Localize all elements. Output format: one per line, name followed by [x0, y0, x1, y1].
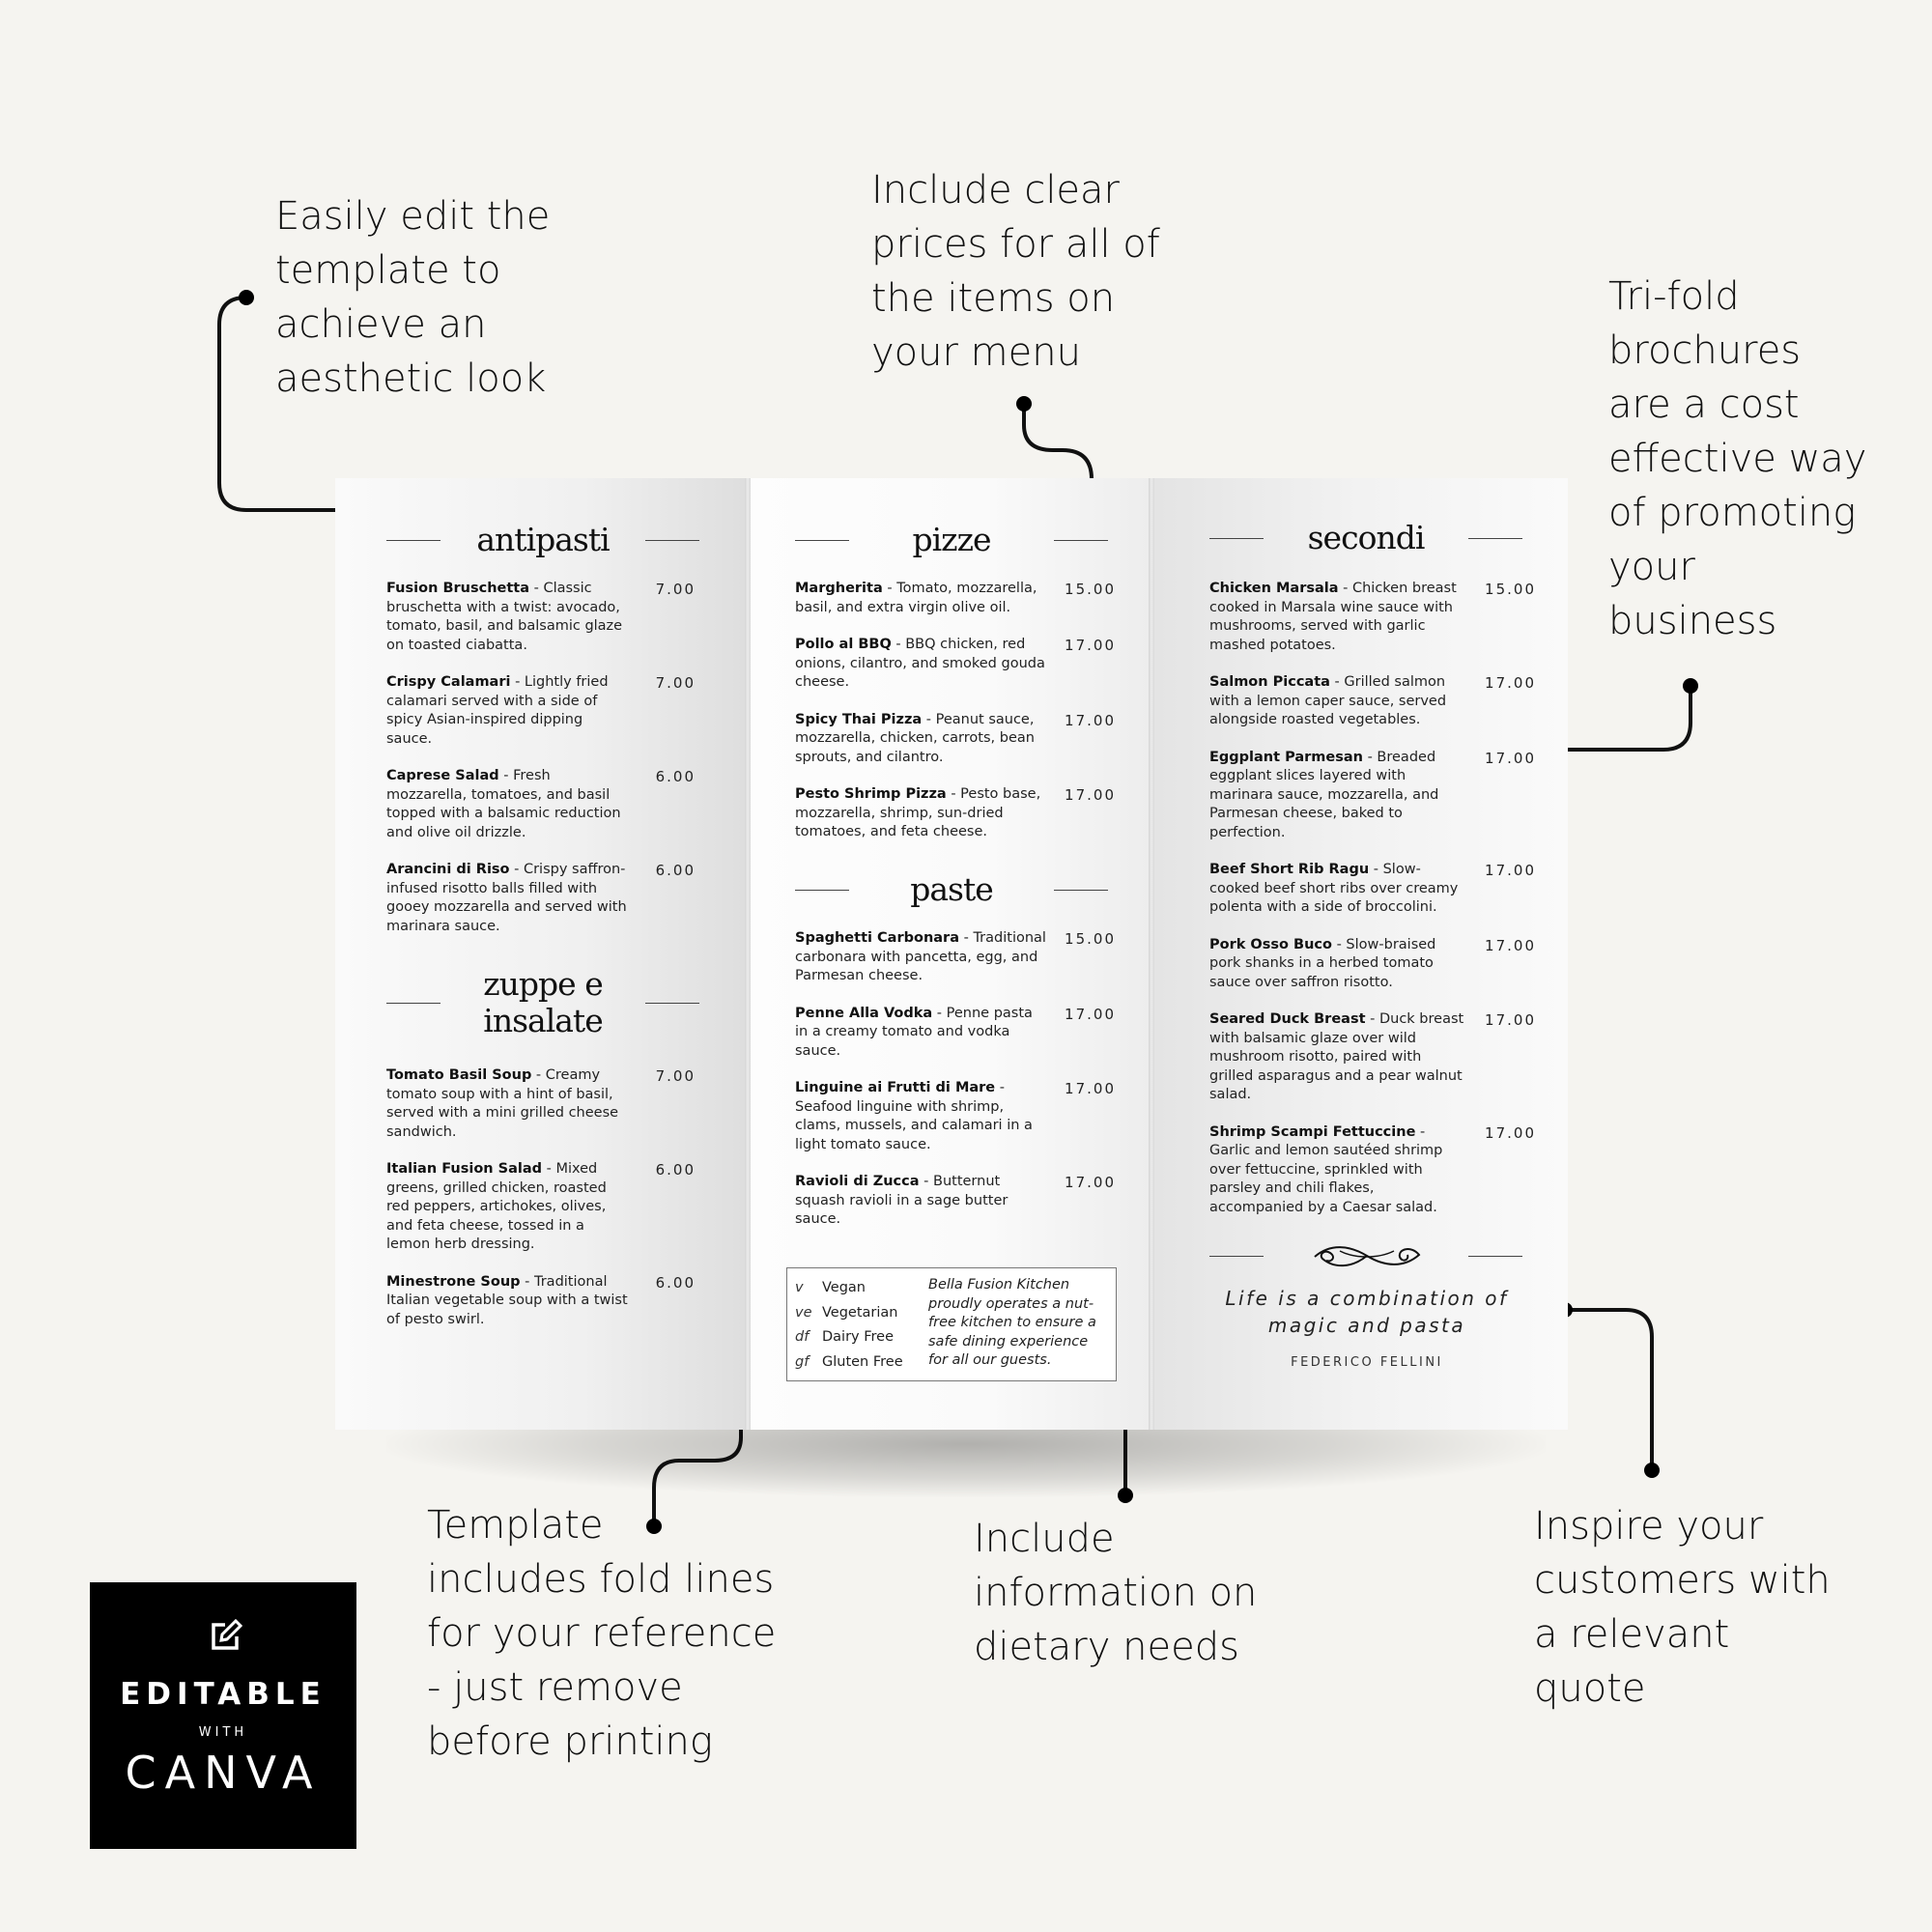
menu-item-price: 17.00 [1065, 1005, 1116, 1023]
menu-item-description: - Breaded eggplant slices layered with marinara sauce, mozzarella, and Parmesan cheese, baked to perfection. [1209, 749, 1439, 840]
menu-item-price: 6.00 [655, 862, 696, 879]
menu-item-description: - Traditional Italian vegetable soup with a twist of pesto swirl. [386, 1273, 628, 1327]
divider [795, 540, 849, 541]
menu-item-name: Arancini di Riso [386, 862, 510, 877]
menu-item-name: Penne Alla Vodka [795, 1005, 933, 1021]
menu-item-name: Chicken Marsala [1209, 581, 1339, 596]
menu-item-description: - Duck breast with balsamic glaze over wild mushroom risotto, paired with grilled asparagus and a pear walnut salad. [1209, 1011, 1464, 1102]
menu-item [1209, 749, 1536, 843]
section-header-pizze [795, 522, 1108, 558]
editable-with-canva-badge [90, 1582, 356, 1849]
callout-line: your menu [871, 330, 1081, 375]
badge-line-canva: CANVA [125, 1747, 322, 1799]
dietary-key [795, 1276, 903, 1301]
menu-item-name: Italian Fusion Salad [386, 1161, 543, 1177]
menu-item-description: - Butternut squash ravioli in a sage butter sauce. [795, 1174, 1009, 1227]
menu-item-name: Crispy Calamari [386, 674, 511, 690]
badge-line-with: WITH [198, 1725, 248, 1740]
menu-item-name: Salmon Piccata [1209, 674, 1330, 690]
quote-line: magic and pasta [1267, 1314, 1466, 1337]
callout-line: information on [974, 1571, 1258, 1615]
menu-item-text [1209, 580, 1468, 655]
menu-item-name: Spicy Thai Pizza [795, 711, 923, 727]
menu-list-secondi [1209, 580, 1536, 1236]
menu-item-price: 6.00 [655, 1161, 696, 1179]
menu-item-text [1209, 861, 1468, 918]
section-header-zuppe [386, 966, 699, 1039]
menu-item [386, 1273, 696, 1330]
menu-list-antipasti [386, 580, 696, 954]
menu-item-price: 17.00 [1485, 1123, 1536, 1142]
menu-item-name: Tomato Basil Soup [386, 1067, 532, 1083]
menu-item-price: 15.00 [1065, 581, 1116, 598]
menu-item-text [795, 929, 1048, 986]
callout-line: achieve an [275, 302, 487, 347]
menu-item [795, 636, 1116, 693]
callout-line: effective way [1608, 437, 1867, 481]
menu-item-name: Ravioli di Zucca [795, 1174, 920, 1189]
dietary-code: gf [795, 1353, 810, 1370]
menu-item-text [795, 1079, 1048, 1154]
dietary-label: Vegan [822, 1280, 866, 1295]
divider [1209, 538, 1264, 539]
section-title: paste [910, 870, 993, 908]
menu-item-price: 17.00 [1485, 936, 1536, 954]
menu-item-text [795, 636, 1048, 693]
badge-line-editable: EDITABLE [120, 1677, 327, 1712]
menu-item-description: - Classic bruschetta with a twist: avocado, tomato, basil, and balsamic glaze on toasted ciabatta. [386, 581, 623, 653]
divider [386, 540, 440, 541]
menu-item-text [1209, 936, 1468, 993]
menu-item-description: - Slow-cooked beef short ribs over creamy polenta with a side of broccolini. [1209, 862, 1459, 915]
menu-item-name: Shrimp Scampi Fettuccine [1209, 1123, 1416, 1140]
callout-line: before printing [427, 1719, 713, 1764]
callout-line: brochures [1608, 328, 1802, 373]
divider [1209, 1256, 1264, 1257]
menu-item-description: - Fresh mozzarella, tomatoes, and basil topped with a balsamic reduction and olive oil drizzle. [386, 768, 621, 840]
menu-item-description: - Penne pasta in a creamy tomato and vodka sauce. [795, 1005, 1033, 1059]
menu-list-pizze [795, 580, 1116, 861]
menu-item-name: Linguine ai Frutti di Mare [795, 1080, 996, 1095]
menu-item [795, 929, 1116, 986]
menu-item-text [386, 767, 628, 842]
menu-item-description: - Grilled salmon with a lemon caper sauce, served alongside roasted vegetables. [1209, 674, 1447, 727]
menu-item-text [386, 580, 628, 655]
menu-item-price: 17.00 [1485, 862, 1536, 879]
menu-item-price: 7.00 [655, 1067, 696, 1085]
menu-item-name: Pollo al BBQ [795, 637, 892, 652]
callout-line: - just remove [427, 1665, 683, 1710]
callout-trifold [1608, 270, 1866, 648]
menu-item [1209, 936, 1536, 993]
menu-item-price: 6.00 [655, 768, 696, 785]
dietary-label: Gluten Free [822, 1353, 903, 1370]
menu-item-description: - Lightly fried calamari served with a side of spicy Asian-inspired dipping sauce. [386, 674, 609, 747]
menu-item-price: 17.00 [1065, 711, 1116, 729]
menu-item-text [386, 861, 628, 936]
callout-line: your [1608, 545, 1695, 589]
menu-item-price: 7.00 [655, 674, 696, 692]
menu-item-description: - Traditional carbonara with pancetta, egg, and Parmesan cheese. [795, 930, 1046, 983]
callout-line: of promoting [1608, 491, 1857, 535]
menu-item-text [386, 1066, 628, 1142]
menu-item-text [795, 785, 1048, 842]
divider [1054, 890, 1108, 891]
callout-prices [871, 163, 1160, 380]
callout-line: Include [974, 1517, 1115, 1561]
menu-item-text [795, 711, 1048, 768]
section-title: antipasti [476, 521, 610, 558]
callout-line: Include clear [871, 168, 1120, 213]
callout-line: Inspire your [1534, 1504, 1764, 1548]
menu-item [386, 861, 696, 936]
callout-line: template to [275, 248, 501, 293]
quote-text [1188, 1285, 1546, 1339]
callout-line: Template [427, 1503, 604, 1548]
menu-item-name: Margherita [795, 581, 883, 596]
menu-item [795, 1173, 1116, 1230]
divider [386, 1003, 440, 1004]
menu-item [386, 673, 696, 749]
divider [1468, 538, 1522, 539]
menu-item [1209, 580, 1536, 655]
section-title-line: zuppe e [483, 965, 603, 1003]
menu-item [386, 580, 696, 655]
menu-item-name: Caprese Salad [386, 768, 499, 783]
menu-item-text [386, 1160, 628, 1255]
callout-line: customers with [1534, 1558, 1831, 1603]
menu-item-text [1209, 749, 1468, 843]
divider [645, 540, 699, 541]
callout-line: are a cost [1608, 383, 1800, 427]
menu-item [386, 1160, 696, 1255]
section-title [483, 966, 602, 1039]
divider [795, 890, 849, 891]
section-title-line: insalate [483, 1002, 603, 1039]
dietary-code: ve [795, 1304, 812, 1321]
menu-item-price: 17.00 [1485, 749, 1536, 767]
menu-item-description: - Crispy saffron-infused risotto balls filled with gooey mozzarella and served with marinara sauce. [386, 862, 627, 934]
menu-item-text [386, 673, 628, 749]
callout-edit [275, 189, 550, 406]
menu-item-price: 17.00 [1065, 1174, 1116, 1191]
callout-line: aesthetic look [275, 356, 547, 401]
menu-item-text [386, 1273, 628, 1330]
menu-item [795, 711, 1116, 768]
menu-item-name: Seared Duck Breast [1209, 1011, 1366, 1027]
divider [1054, 540, 1108, 541]
menu-item-price: 7.00 [655, 581, 696, 598]
menu-item-name: Minestrone Soup [386, 1273, 521, 1290]
dietary-key [795, 1301, 903, 1326]
menu-item [795, 580, 1116, 617]
menu-item-text [795, 1173, 1048, 1230]
callout-line: business [1608, 599, 1777, 643]
menu-item [795, 1005, 1116, 1062]
pencil-square-icon [206, 1617, 244, 1656]
callout-line: the items on [871, 276, 1116, 321]
menu-item-description: - Chicken breast cooked in Marsala wine sauce with mushrooms, served with garlic mashed potatoes. [1209, 581, 1457, 653]
menu-item-name: Eggplant Parmesan [1209, 749, 1363, 765]
divider [1468, 1256, 1522, 1257]
menu-item [386, 1066, 696, 1142]
menu-item-name: Pork Osso Buco [1209, 936, 1332, 952]
menu-item-description: - Mixed greens, grilled chicken, roasted red peppers, artichokes, olives, and feta cheese, tossed in a lemon herb dressing. [386, 1161, 607, 1252]
menu-item-name: Pesto Shrimp Pizza [795, 786, 947, 802]
dietary-code: v [795, 1280, 804, 1295]
dietary-label: Vegetarian [822, 1304, 898, 1321]
menu-item-text [1209, 1123, 1468, 1218]
menu-item [795, 1079, 1116, 1154]
menu-item-description: - Garlic and lemon sautéed shrimp over fettuccine, sprinkled with parsley and chili flakes, accompanied by a Caesar salad. [1209, 1123, 1443, 1215]
menu-item-price: 15.00 [1065, 930, 1116, 948]
section-header-secondi [1209, 520, 1522, 556]
menu-item-name: Spaghetti Carbonara [795, 930, 959, 946]
callout-fold-lines [427, 1498, 776, 1769]
dietary-key [795, 1325, 903, 1350]
menu-item-price: 17.00 [1485, 674, 1536, 692]
menu-item [386, 767, 696, 842]
callout-line: for your reference [427, 1611, 777, 1656]
menu-item [1209, 1010, 1536, 1105]
dietary-label: Dairy Free [822, 1329, 895, 1345]
menu-item-name: Beef Short Rib Ragu [1209, 862, 1370, 877]
menu-item-description: - Slow-braised pork shanks in a herbed tomato sauce over saffron risotto. [1209, 936, 1436, 990]
section-header-paste [795, 871, 1108, 908]
menu-item-price: 15.00 [1485, 581, 1536, 598]
menu-item-description: - Peanut sauce, mozzarella, chicken, carrots, bean sprouts, and cilantro. [795, 711, 1035, 765]
menu-item [1209, 1123, 1536, 1218]
dietary-keys [795, 1276, 903, 1375]
menu-item-description: - Tomato, mozzarella, basil, and extra virgin olive oil. [795, 581, 1037, 615]
menu-item-description: - Creamy tomato soup with a hint of basil, served with a mini grilled cheese sandwich. [386, 1067, 619, 1140]
callout-line: a relevant [1534, 1612, 1730, 1657]
flourish-ornament-icon [1311, 1241, 1423, 1270]
menu-item-price: 17.00 [1065, 1080, 1116, 1097]
callout-line: includes fold lines [427, 1557, 775, 1602]
menu-item-description: - Pesto base, mozzarella, shrimp, sun-dried tomatoes, and feta cheese. [795, 786, 1041, 839]
menu-item-description: - Seafood linguine with shrimp, clams, mussels, and calamari in a light tomato sauce. [795, 1080, 1033, 1152]
menu-item-price: 17.00 [1065, 786, 1116, 804]
section-title: pizze [912, 521, 991, 558]
menu-item-text [795, 580, 1048, 617]
menu-item-name: Fusion Bruschetta [386, 581, 529, 596]
section-header-antipasti [386, 522, 699, 558]
menu-list-zuppe [386, 1066, 696, 1348]
menu-item [1209, 673, 1536, 730]
menu-item [795, 785, 1116, 842]
callout-line: prices for all of [871, 222, 1160, 267]
dietary-key [795, 1350, 903, 1376]
kitchen-note: Bella Fusion Kitchen proudly operates a nut-free kitchen to ensure a safe dining experience for all our guests. [928, 1277, 1096, 1368]
quote-author: FEDERICO FELLINI [1291, 1355, 1443, 1370]
menu-item-price: 6.00 [655, 1273, 696, 1292]
divider [645, 1003, 699, 1004]
callout-dietary [974, 1512, 1257, 1674]
dietary-legend [786, 1267, 1117, 1381]
dietary-code: df [795, 1329, 810, 1345]
quote-line: Life is a combination of [1225, 1287, 1509, 1310]
menu-item-price: 17.00 [1485, 1011, 1536, 1029]
menu-item [1209, 861, 1536, 918]
callout-line: dietary needs [974, 1625, 1239, 1669]
callout-quote [1534, 1499, 1831, 1716]
menu-list-paste [795, 929, 1116, 1248]
menu-item-price: 17.00 [1065, 637, 1116, 654]
section-title: secondi [1307, 519, 1425, 556]
menu-item-text [1209, 1010, 1468, 1105]
callout-line: quote [1534, 1666, 1646, 1711]
callout-line: Tri-fold [1608, 274, 1740, 319]
menu-item-text [1209, 673, 1468, 730]
menu-item-description: - BBQ chicken, red onions, cilantro, and smoked gouda cheese. [795, 637, 1045, 690]
menu-item-text [795, 1005, 1048, 1062]
callout-line: Easily edit the [275, 194, 551, 239]
